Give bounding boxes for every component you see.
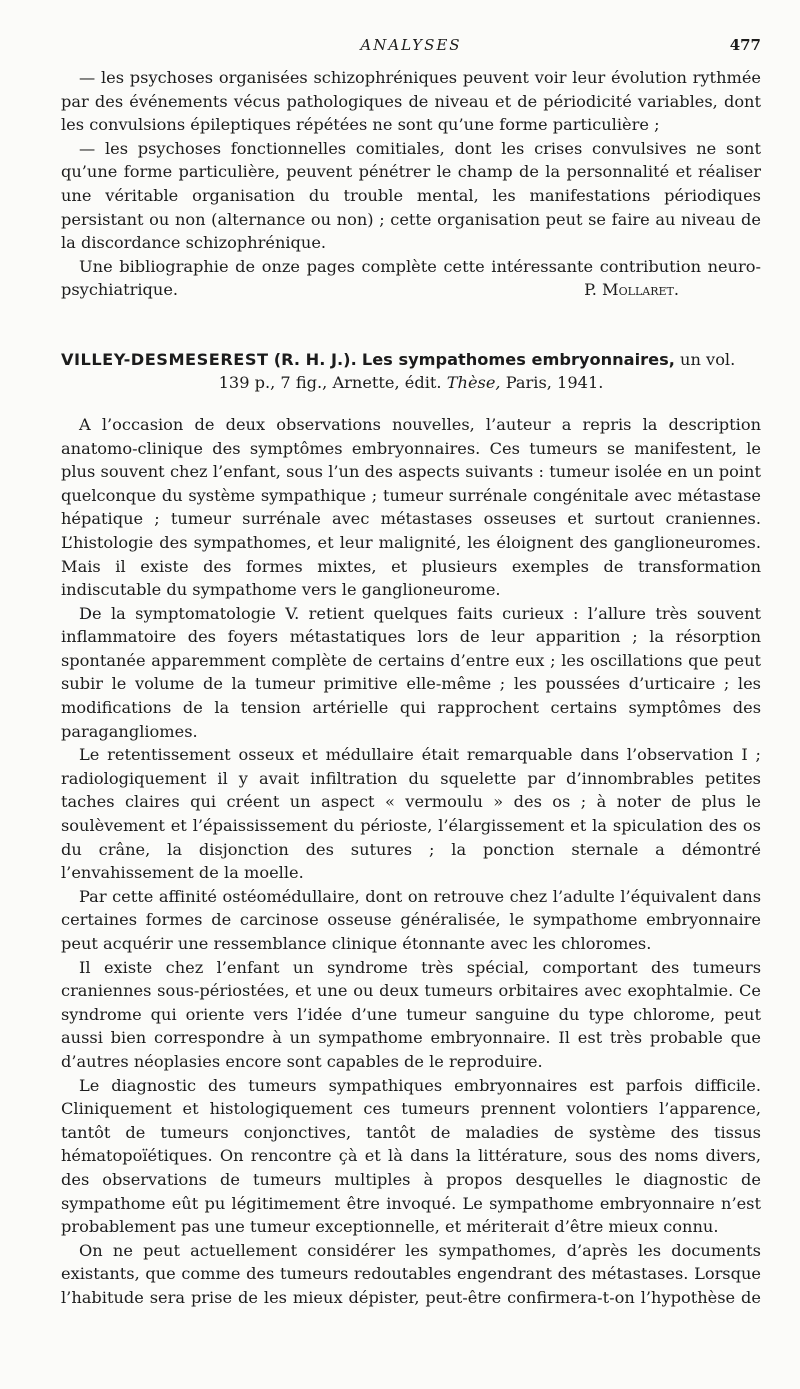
document-page	[61, 36, 761, 1310]
reference-author: VILLEY-DESMESEREST	[61, 349, 269, 369]
running-title: ANALYSES	[360, 36, 462, 54]
paragraph: On ne peut actuellement considérer les sympathomes, d’après les documents existants, que comme des tumeurs redoutables engendrant des métastases. Lorsque l’habitude sera prise de les mieux dépister, peut-être confirmera-t-on l’hypothèse de	[61, 1240, 761, 1307]
paragraph: Le retentissement osseux et médullaire était remarquable dans l’observation I ; radiologiquement il y avait infiltration du squelette par d’innombrables petites taches claires qui créent un aspect « vermoulu » des os ; à noter de plus le soulèvement et l’épaississement du périoste, l’élargissement et la spiculation des os du crâne, la disjonction des sutures ; la ponction sternale a démontré l’envahissement de la moelle.	[61, 745, 761, 883]
paragraph: Par cette affinité ostéomédullaire, dont on retrouve chez l’adulte l’équivalent dans certaines formes de carcinose osseuse généralisée, le sympathome embryonnaire peut acquérir une ressemblance clinique étonnante avec les chloromes.	[61, 886, 761, 953]
paragraph: Une bibliographie de onze pages complète cette intéressante contribution neuro-	[79, 256, 761, 276]
paragraph: — les psychoses organisées schizophréniques peuvent voir leur évolution rythmée par des événements vécus pathologiques de niveau et de périodicité variables, dont les convulsions épileptiques répétées ne sont qu’une forme particulière ;	[61, 68, 761, 135]
bibliographic-reference	[61, 348, 761, 394]
reference-details: un vol.	[680, 349, 736, 369]
previous-review-ending	[61, 66, 761, 302]
review-body	[61, 413, 761, 1310]
reference-place-year: Paris, 1941.	[505, 372, 604, 392]
paragraph-end: psychiatrique.	[61, 280, 179, 300]
reviewer-signature: P. Mollaret.	[584, 280, 679, 300]
reference-title: Les sympathomes embryonnaires,	[361, 349, 675, 369]
paragraph: Le diagnostic des tumeurs sympathiques embryonnaires est parfois difficile. Cliniquement et histologiquement ces tumeurs prennent volontiers l’apparence, tantôt de tumeurs conjonctives, tantôt de maladies de système des tissus hématopoïétiques. On rencontre çà et là dans la littérature, sous des noms divers, des observations de tumeurs multiples à propos desquelles le diagnostic de sympathome eût pu légitimement être invoqué. Le sympathome embryonnaire n’est probablement pas une tumeur exceptionnelle, et mériterait d’être mieux connu.	[61, 1075, 761, 1237]
signature-line	[61, 278, 761, 302]
paragraph: — les psychoses fonctionnelles comitiales, dont les crises convulsives ne sont qu’une forme particulière, peuvent pénétrer le champ de la personnalité et réaliser une véritable organisation du trouble mental, les manifestations périodiques persistant ou non (alternance ou non) ; cette organisation peut se faire au niveau de la discordance schizophrénique.	[61, 138, 761, 253]
reference-thesis: Thèse,	[446, 372, 501, 392]
paragraph: De la symptomatologie V. retient quelques faits curieux : l’allure très souvent inflammatoire des foyers métastatiques lors de leur apparition ; la résorption spontanée apparemment complète de certains d’entre eux ; les oscillations que peut subir le volume de la tumeur primitive elle-même ; les poussées d’urticaire ; les modifications de la tension artérielle qui rapprochent certains symptômes des paragangliomes.	[61, 603, 761, 741]
page-header	[61, 36, 761, 66]
reference-line	[61, 348, 761, 371]
paragraph: Il existe chez l’enfant un syndrome très spécial, comportant des tumeurs craniennes sous-périostées, et une ou deux tumeurs orbitaires avec exophtalmie. Ce syndrome qui oriente vers l’idée d’une tumeur sanguine du type chlorome, peut aussi bien correspondre à un sympathome embryonnaire. Il est très probable que d’autres néoplasies encore sont capables de le reproduire.	[61, 957, 761, 1071]
reference-author-initials: (R. H. J.).	[273, 349, 357, 369]
paragraph: A l’occasion de deux observations nouvelles, l’auteur a repris la description anatomo-clinique des symptômes embryonnaires. Ces tumeurs se manifestent, le plus souvent chez l’enfant, sous l’un des aspects suivants : tumeur isolée en un point quelconque du système sympathique ; tumeur surrénale congénitale avec métastase hépatique ; tumeur surrénale avec métastases osseuses et surtout craniennes. L’histologie des sympathomes, et leur malignité, les éloignent des ganglioneuromes. Mais il existe des formes mixtes, et plusieurs exemples de transformation indiscutable du sympathome vers le ganglioneurome.	[61, 414, 761, 600]
reference-line	[61, 371, 761, 394]
reference-publisher: 139 p., 7 fig., Arnette, édit.	[218, 372, 442, 392]
page-number: 477	[729, 36, 761, 54]
